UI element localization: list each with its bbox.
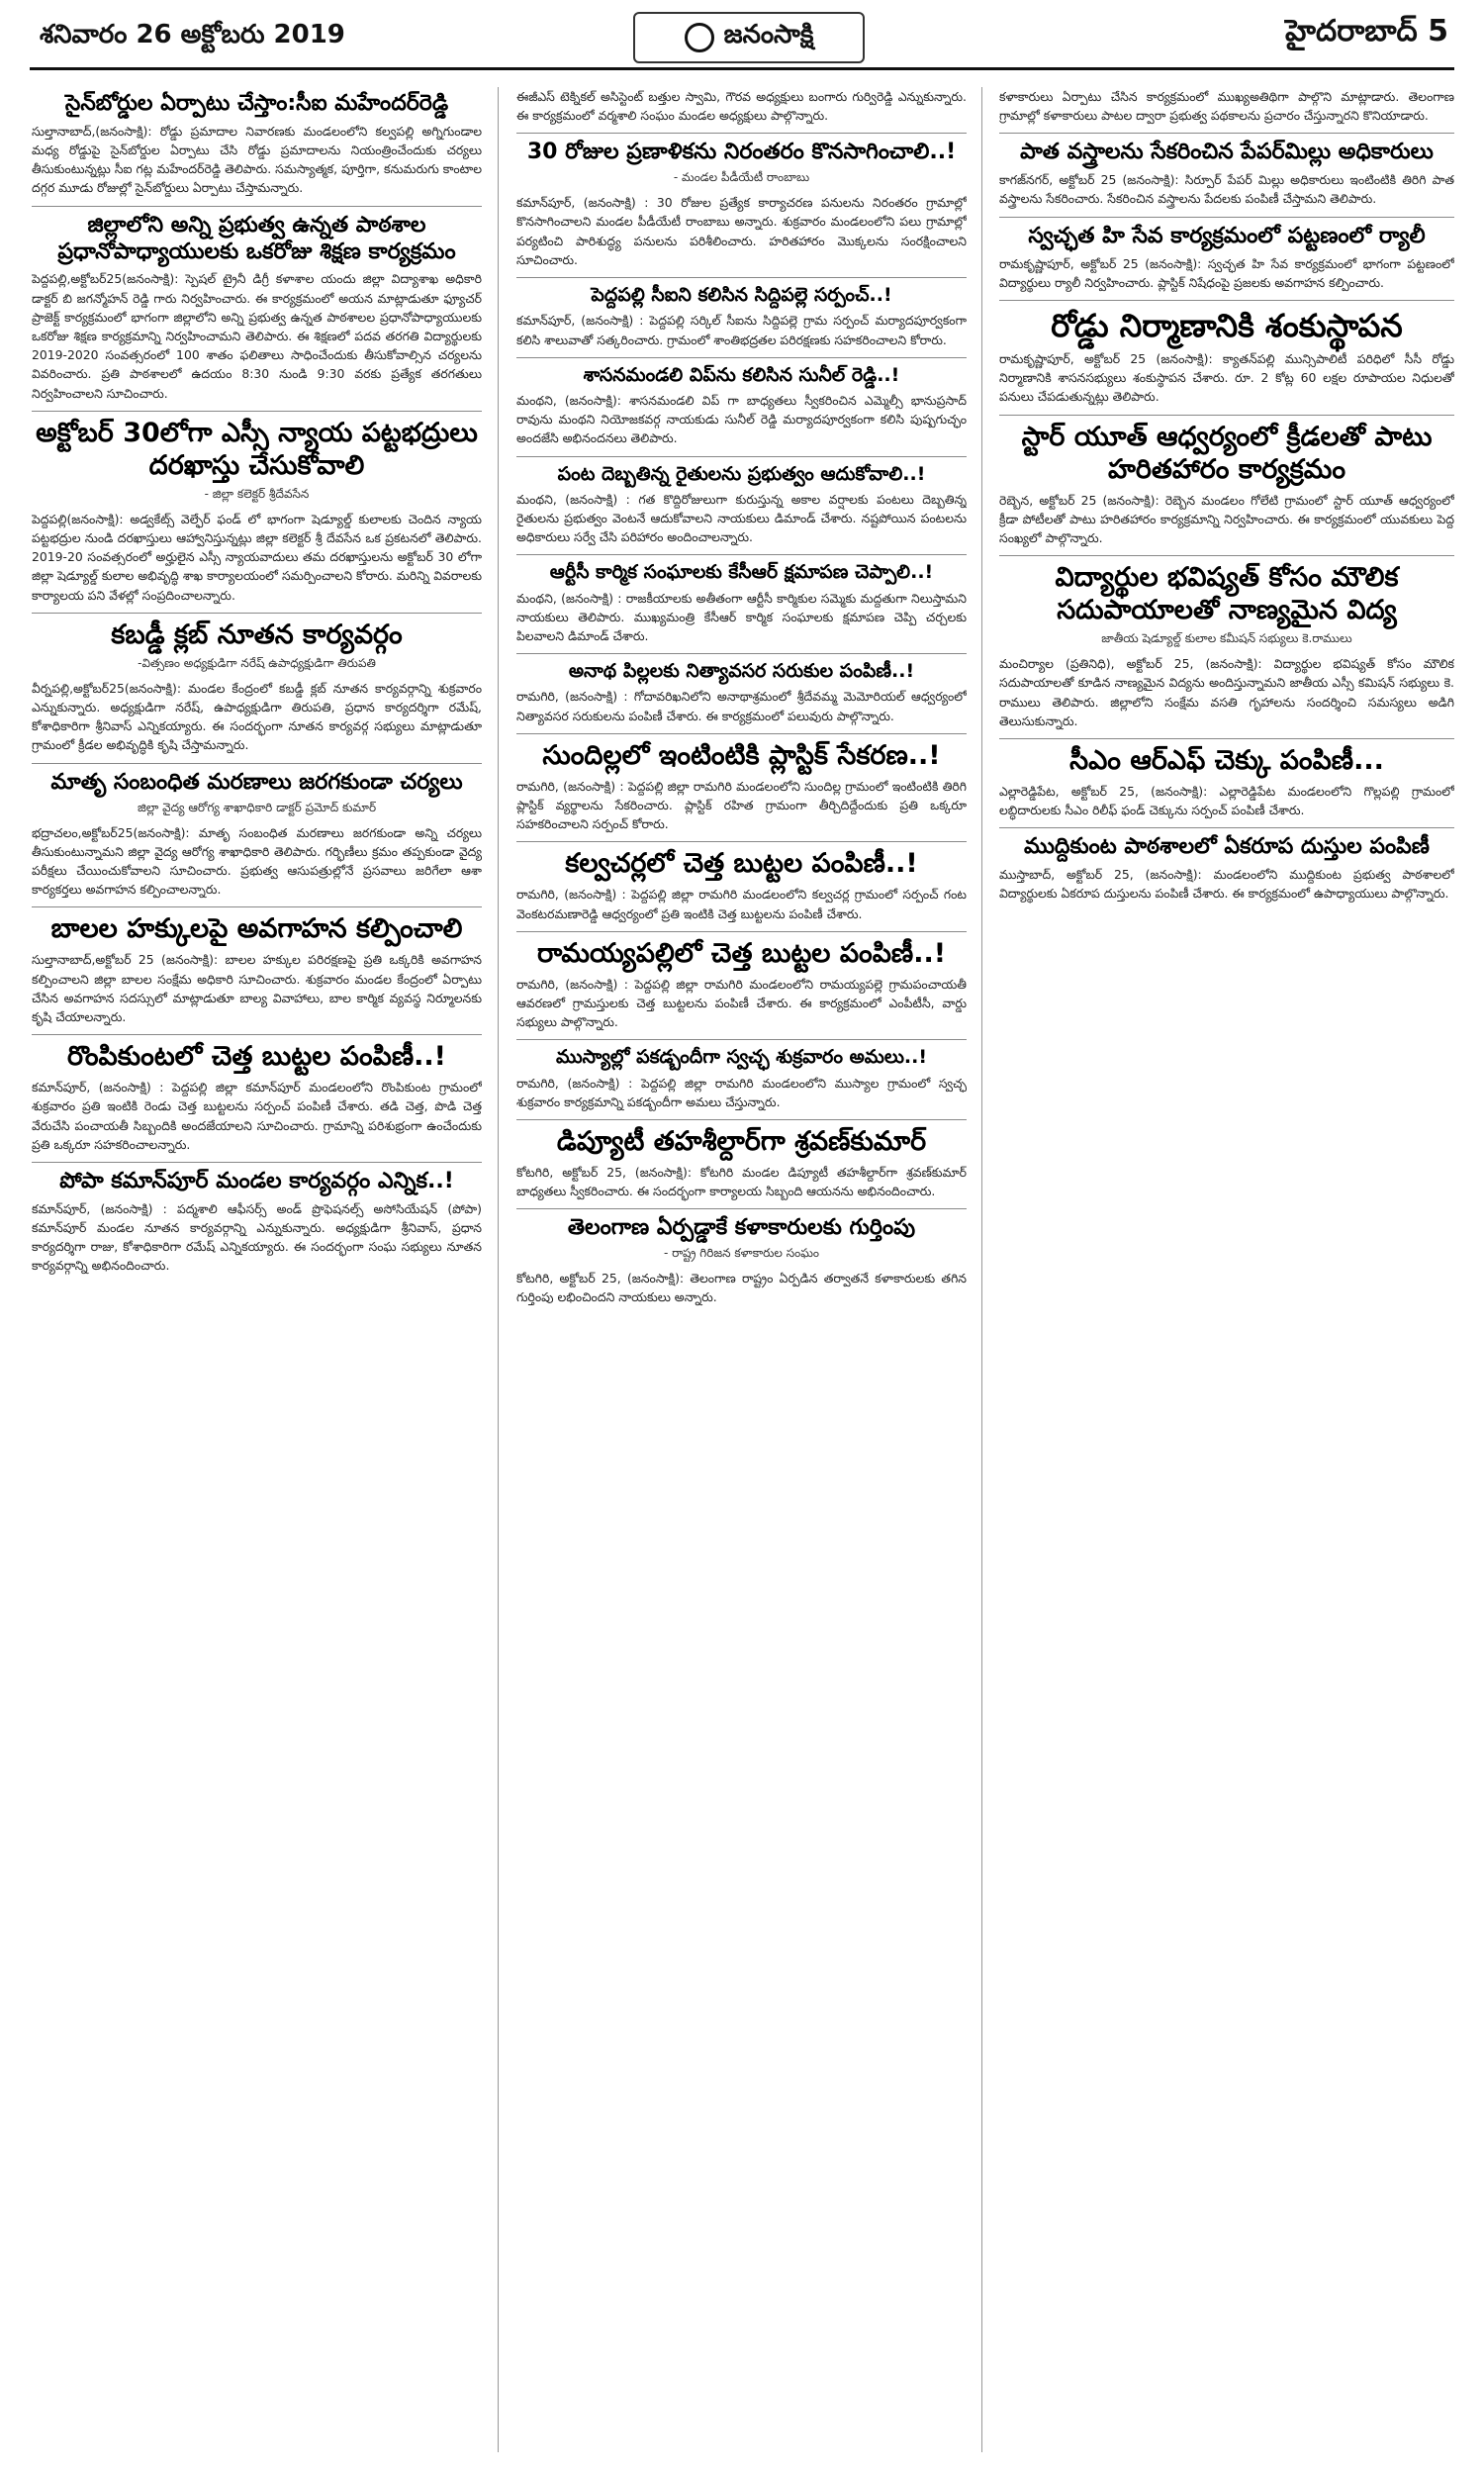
news-article: [516, 733, 967, 834]
article-headline: ముస్యాల్లో పకడ్బందీగా స్వచ్ఛ శుక్రవారం అమలు..!: [555, 1046, 928, 1069]
article-body: కోటగిరి, అక్టోబర్‌ 25, (జనంసాక్షి): తెలంగాణ రాష్ట్రం ఏర్పడిన తర్వాతనే కళాకారులకు తగిన గుర్తింపు లభించిందని నాయకులు అన్నారు.: [516, 1271, 967, 1305]
column-2: [516, 87, 967, 2452]
article-headline: కల్వచర్లలో చెత్త బుట్టల పంపిణీ..!: [565, 848, 918, 880]
news-article: [999, 133, 1454, 208]
article-separator: [516, 653, 967, 654]
article-body: రామగిరి, (జనంసాక్షి) : పెద్దపల్లి జిల్లా రామగిరి మండలంలోని కల్వచర్ల గ్రామంలో సర్పంచ్‌ గంట వెంకటరమణారెడ్డి ఆధ్వర్యంలో ప్రతి ఇంటికి చెత్త బుట్టలను పంపిణీ చేశారు.: [516, 887, 967, 921]
column-1: [32, 87, 482, 2452]
article-separator: [999, 415, 1454, 416]
article-body: కమాన్‌పూర్‌, (జనంసాక్షి) : 30 రోజుల ప్రత్యేక కార్యాచరణ పనులను నిరంతరం గ్రామాల్లో కొనసాగించాలని మండల పీడీయేటీ రాంబాబు అన్నారు. శుక్రవారం మండలంలోని పలు గ్రామాల్లో పర్యటించి పారిశుద్ధ్య పనులను పరిశీలించారు. హరితహారం మొక్కలను సంరక్షించాలని సూచించారు.: [516, 195, 967, 267]
article-body: రెబ్బెన, అక్టోబర్‌ 25 (జనంసాక్షి): రెబ్బెన మండలం గోలేటి గ్రామంలో స్టార్‌ యూత్‌ ఆధ్వర్యంలో క్రీడా పోటీలతో పాటు హరితహారం కార్యక్రమాన్ని నిర్వహించారు. ఈ కార్యక్రమంలో యువకులు పెద్ద సంఖ్యలో పాల్గొన్నారు.: [999, 492, 1454, 545]
news-article: [999, 87, 1454, 125]
news-article: [516, 87, 967, 125]
article-headline: పంట దెబ్బతిన్న రైతులను ప్రభుత్వం ఆదుకోవాలి..!: [557, 462, 926, 485]
article-body: రామకృష్ణాపూర్‌, అక్టోబర్‌ 25 (జనంసాక్షి): స్వచ్ఛత హి సేవ కార్యక్రమంలో భాగంగా పట్టణంలో విద్యార్థులు ర్యాలీ నిర్వహించారు. ప్లాస్టిక్‌ నిషేధంపై ప్రజలకు అవగాహన కల్పించారు.: [999, 255, 1454, 290]
article-headline: బాలల హక్కులపై అవగాహన కల్పించాలి: [50, 913, 463, 945]
article-headline: మాతృ సంబంధిత మరణాలు జరగకుండా చర్యలు: [50, 769, 463, 795]
article-byline: జిల్లా వైద్య ఆరోగ్య శాఖాధికారి డాక్టర్‌ ప్రమోద్‌ కుమార్‌: [137, 800, 377, 814]
article-separator: [32, 206, 482, 207]
article-separator: [32, 906, 482, 907]
article-body: రామకృష్ణాపూర్‌, అక్టోబర్‌ 25 (జనంసాక్షి): క్యాతన్‌పల్లి మున్సిపాలిటీ పరిధిలో సీసీ రోడ్డు నిర్మాణానికి శాసనసభ్యులు శంకుస్థాపన చేశారు. రూ. 2 కోట్ల 60 లక్షల రూపాయల నిధులతో పనులు చేపడుతున్నట్లు తెలిపారు.: [999, 351, 1454, 405]
article-separator: [999, 300, 1454, 301]
paper-name: జనంసాక్షి: [723, 20, 814, 49]
article-headline: ఆర్టీసీ కార్మిక సంఘాలకు కేసీఆర్‌ క్షమాపణ చెప్పాలి..!: [549, 561, 934, 584]
article-byline: -విత్సణం అధ్యక్షుడిగా నరేష్‌ ఉపాధ్యక్షుడిగా తిరుపతి: [138, 655, 376, 670]
article-separator: [32, 411, 482, 412]
article-body: కమాన్‌పూర్‌, (జనంసాక్షి) : పెద్దపల్లి సర్కిల్‌ సీఐను సిద్దిపల్లె గ్రామ సర్పంచ్‌ మర్యాదపూర్వకంగా కలిసి శాలువాతో సత్కరించారు. గ్రామంలో శాంతిభద్రతల పరిరక్షణకు సహకరించాలని కోరారు.: [516, 313, 967, 347]
news-article: [516, 133, 967, 269]
column-divider: [981, 87, 982, 2452]
news-article: [999, 555, 1454, 730]
news-article: [516, 931, 967, 1032]
article-body: కళాకారులు ఏర్పాటు చేసిన కార్యక్రమంలో ముఖ్యఅతిథిగా పాల్గొని మాట్లాడారు. తెలంగాణ గ్రామాల్లో కళాకారులు పాటల ద్వారా ప్రభుత్వ పథకాలను ప్రచారం చేస్తున్నారని కొనియాడారు.: [999, 89, 1454, 124]
article-separator: [516, 1039, 967, 1040]
article-separator: [516, 357, 967, 358]
article-body: మంచిర్యాల (ప్రతినిధి), అక్టోబర్‌ 25, (జనంసాక్షి): విద్యార్థుల భవిష్యత్‌ కోసం మౌలిక సదుపాయాలతో కూడిన నాణ్యమైన విద్యను అందిస్తున్నామని జాతీయ ఎస్సీ కమిషన్‌ సభ్యులు కె. రాములు తెలిపారు. జిల్లాలోని సంక్షేమ వసతి గృహాలను సందర్శించి సమస్యలు అడిగి తెలుసుకున్నారు.: [999, 656, 1454, 728]
article-separator: [516, 277, 967, 278]
news-article: [32, 1034, 482, 1154]
article-body: సుల్తానాబాద్‌,అక్టోబర్‌ 25 (జనంసాక్షి): బాలల హక్కుల పరిరక్షణపై ప్రతి ఒక్కరికి అవగాహన కల్పించాలని జిల్లా బాలల సంక్షేమ అధికారి సూచించారు. శుక్రవారం మండల కేంద్రంలో ఏర్పాటు చేసిన అవగాహన సదస్సులో మాట్లాడుతూ బాల్య వివాహాలు, బాల కార్మిక వ్యవస్థ నిర్మూలనకు కృషి చేయాలన్నారు.: [32, 952, 482, 1024]
edition-label: [1285, 14, 1448, 55]
article-headline: స్వచ్ఛత హి సేవ కార్యక్రమంలో పట్టణంలో ర్యాలీ: [1028, 223, 1426, 248]
article-body: రామగిరి, (జనంసాక్షి) : పెద్దపల్లి జిల్లా రామగిరి మండలంలోని సుందిల్ల గ్రామంలో ఇంటింటికి తిరిగి ప్లాస్టిక్‌ వ్యర్థాలను సేకరించారు. ప్లాస్టిక్‌ రహిత గ్రామంగా తీర్చిదిద్దేందుకు ప్రతి ఒక్కరూ సహకరించాలని సర్పంచ్‌ కోరారు.: [516, 778, 967, 832]
article-headline: రోడ్డు నిర్మాణానికి శంకుస్థాపన: [1051, 306, 1403, 344]
article-headline: 30 రోజుల ప్రణాళికను నిరంతరం కొనసాగించాలి..!: [526, 140, 957, 165]
article-headline: విద్యార్థుల భవిష్యత్‌ కోసం మౌలిక సదుపాయాలతో నాణ్యమైన విద్య: [1055, 562, 1399, 626]
news-article: [999, 827, 1454, 903]
article-separator: [516, 456, 967, 457]
article-body: వీర్నపల్లి,అక్టోబర్‌25(జనంసాక్షి): మండల కేంద్రంలో కబడ్డీ క్లబ్‌ నూతన కార్యవర్గాన్ని శుక్రవారం ఎన్నుకున్నారు. అధ్యక్షుడిగా నరేష్‌, ఉపాధ్యక్షుడిగా తిరుపతి, ప్రధాన కార్యదర్శిగా రమేష్‌, కోశాధికారిగా శ్రీనివాస్‌ ఎన్నికయ్యారు. ఈ సందర్భంగా నూతన కార్యవర్గ సభ్యులు మాట్లాడుతూ గ్రామంలో క్రీడల అభివృద్ధికి కృషి చేస్తామన్నారు.: [32, 680, 482, 753]
logo-icon: [685, 23, 714, 52]
article-headline: కబడ్డీ క్లబ్‌ నూతన కార్యవర్గం: [111, 619, 403, 650]
article-headline: సుందిల్లలో ఇంటింటికి ప్లాస్టిక్‌ సేకరణ..!: [542, 739, 941, 771]
article-headline: పెద్దపల్లి సీఐని కలిసిన సిద్దిపల్లె సర్పంచ్‌..!: [591, 284, 892, 307]
article-body: ఈజీఎస్‌ టెక్నికల్‌ అసిస్టెంట్‌ బత్తుల స్వామి, గౌరవ అధ్యక్షులు బంగారు గుర్విరెడ్డి ఎన్నుకున్నారు. ఈ కార్యక్రమంలో వర్మశాలి సంఘం మండల అధ్యక్షులు పాల్గొన్నారు.: [516, 89, 967, 124]
article-body: రామగిరి, (జనంసాక్షి) : పెద్దపల్లి జిల్లా రామగిరి మండలంలోని ముస్యాల గ్రామంలో స్వచ్ఛ శుక్రవారం కార్యక్రమాన్ని పకడ్బందీగా అమలు చేస్తున్నారు.: [516, 1075, 967, 1109]
article-body: సుల్తానాబాద్‌,(జనంసాక్షి): రోడ్డు ప్రమాదాల నివారణకు మండలంలోని కల్వపల్లి అగ్నిగుండాల మధ్య రోడ్డుపై సైన్‌బోర్డుల ఏర్పాటు చేసి రోడ్డు ప్రమాదాలను నియంత్రించేందుకు చర్యలు తీసుకుంటున్నట్లు సీఐ గట్ల మహేందర్‌రెడ్డి తెలిపారు. సమస్యాత్మక, పూర్తిగా, కనుమరుగు కాంటాల దగ్గర మూడు రోజుల్లో సైన్‌బోర్డులు ఏర్పాటు చేస్తామన్నారు.: [32, 123, 482, 196]
page-number: 5: [1428, 14, 1448, 48]
news-article: [32, 206, 482, 403]
news-article: [516, 554, 967, 645]
news-article: [516, 357, 967, 448]
article-separator: [516, 554, 967, 555]
article-headline: సైన్‌బోర్డుల ఏర్పాటు చేస్తాం:సీఐ మహేందర్‌రెడ్డి: [64, 91, 449, 116]
news-article: [32, 411, 482, 605]
article-headline: డిప్యూటీ తహశీల్దార్‌గా శ్రవణ్‌కుమార్‌: [556, 1126, 927, 1158]
article-body: రామగిరి, (జనంసాక్షి) : పెద్దపల్లి జిల్లా రామగిరి మండలంలోని రామయ్యపల్లె గ్రామపంచాయతీ ఆవరణలో గ్రామస్తులకు చెత్త బుట్టలను పంపిణీ చేశారు. ఈ కార్యక్రమంలో ఎంపీటీసీ, వార్డు సభ్యులు పాల్గొన్నారు.: [516, 976, 967, 1030]
article-byline: జాతీయ షెడ్యూల్డ్‌ కులాల కమీషన్‌ సభ్యులు కె.రాములు: [1101, 631, 1352, 646]
news-article: [516, 1208, 967, 1306]
article-separator: [999, 133, 1454, 134]
article-byline: - రాష్ట్ర గిరిజన కళాకారుల సంఘం: [664, 1246, 819, 1261]
article-separator: [516, 733, 967, 734]
article-body: మంథని, (జనంసాక్షి): శాసనమండలి విప్‌ గా బాధ్యతలు స్వీకరించిన ఎమ్మెల్సీ భానుప్రసాద్‌ రావును మంథని నియోజకవర్గ నాయకుడు సునీల్‌ రెడ్డి మర్యాదపూర్వకంగా కలిసి పుష్పగుచ్ఛం అందజేసి అభినందనలు తెలిపారు.: [516, 392, 967, 446]
news-article: [999, 217, 1454, 292]
article-body: పెద్దపల్లి,అక్టోబర్‌25(జనంసాక్షి): స్పెషల్‌ ట్రైనీ డిగ్రీ కళాశాల యందు జిల్లా విద్యాశాఖ అధికారి డాక్టర్‌ బి జగన్మోహన్‌ రెడ్డి గారు నిర్వహించారు. ఈ కార్యక్రమంలో అయన మాట్లాడుతూ ఫ్యూచర్‌ ప్రాజెక్ట్‌ కార్యక్రమంలో భాగంగా జిల్లాలోని అన్ని ప్రభుత్వ ఉన్నత పాఠశాలల ప్రధానోపాధ్యాయులకు ఒకరోజు శిక్షణ కార్యక్రమాన్ని నిర్వహించామని తెలిపారు. ఈ శిక్షణలో పదవ తరగతి విద్యార్థులకు 2019-2020 సంవత్సరంలో 100 శాతం ఫలితాలు సాధించేందుకు తీసుకోవాల్సిన చర్యలను వివరించారు. ప్రతి పాఠశాలలో ఉదయం 8:30 నుండి 9:30 వరకు ప్రత్యేక తరగతులు నిర్వహించాలని సూచించారు.: [32, 271, 482, 401]
article-separator: [999, 555, 1454, 556]
news-article: [32, 613, 482, 755]
news-article: [999, 415, 1454, 548]
news-article: [516, 653, 967, 725]
article-byline: - మండల పీడీయేటీ రాంబాబు: [673, 170, 810, 185]
news-article: [516, 277, 967, 349]
article-body: కాగజ్‌నగర్‌, అక్టోబర్‌ 25 (జనంసాక్షి): సిర్పూర్‌ పేపర్‌ మిల్లు అధికారులు ఇంటింటికి తిరిగి పాత వస్త్రాలను సేకరించారు. సేకరించిన వస్త్రాలను పేదలకు పంపిణీ చేస్తామని తెలిపారు.: [999, 172, 1454, 207]
article-separator: [32, 1034, 482, 1035]
article-body: మంథని, (జనంసాక్షి) : గత కొద్దిరోజులుగా కురుస్తున్న అకాల వర్షాలకు పంటలు దెబ్బతిన్న రైతులను ప్రభుత్వం వెంటనే ఆదుకోవాలని నాయకులు డిమాండ్‌ చేశారు. నష్టపోయిన పంటలను అధికారులు సర్వే చేసి పరిహారం అందించాలన్నారు.: [516, 491, 967, 545]
article-headline: తెలంగాణ ఏర్పడ్డాకే కళాకారులకు గుర్తింపు: [567, 1215, 916, 1241]
article-headline: స్టార్‌ యూత్‌ ఆధ్వర్యంలో క్రీడలతో పాటు హరితహారం కార్యక్రమం: [1021, 421, 1433, 485]
article-byline: - జిల్లా కలెక్టర్‌ శ్రీదేవసేన: [204, 486, 310, 501]
masthead-rule: [30, 67, 1454, 70]
column-3: [999, 87, 1454, 2452]
masthead: [0, 0, 1484, 71]
article-headline: శాసనమండలి విప్‌ను కలిసిన సునీల్‌ రెడ్డి..!: [583, 363, 900, 386]
edition-name: హైదరాబాద్: [1285, 14, 1418, 48]
article-headline: రొంపికుంటలో చెత్త బుట్టల పంపిణీ..!: [66, 1041, 446, 1073]
article-body: భద్రాచలం,అక్టోబర్‌25(జనంసాక్షి): మాతృ సంబంధిత మరణాలు జరగకుండా అన్ని చర్యలు తీసుకుంటున్నామని జిల్లా వైద్య ఆరోగ్య శాఖాధికారి తెలిపారు. గర్భిణీలు క్రమం తప్పకుండా వైద్య పరీక్షలు చేయించుకోవాలని సూచించారు. ప్రభుత్వ ఆసుపత్రుల్లోనే ప్రసవాలు జరిగేలా ఆశా కార్యకర్తలు అవగాహన కల్పించాలన్నారు.: [32, 824, 482, 898]
column-divider: [498, 87, 499, 2452]
news-article: [999, 300, 1454, 407]
article-body: కమాన్‌పూర్‌, (జనంసాక్షి) : పద్మశాలి ఆఫీసర్స్‌ అండ్‌ ప్రొఫెషనల్స్‌ అసోసియేషన్‌ (పోపా) కమాన్‌పూర్‌ మండల నూతన కార్యవర్గాన్ని ఎన్నుకున్నారు. అధ్యక్షుడిగా శ్రీనివాస్‌, ప్రధాన కార్యదర్శిగా రాజు, కోశాధికారిగా రమేష్‌ ఎన్నికయ్యారు. ఈ సందర్భంగా సంఘ సభ్యులు నూతన కార్యవర్గాన్ని అభినందించారు.: [32, 1200, 482, 1274]
news-article: [32, 763, 482, 900]
article-headline: అనాథ పిల్లలకు నిత్యావసర సరుకుల పంపిణీ..!: [568, 660, 915, 683]
article-body: పెద్దపల్లి(జనంసాక్షి): అడ్వకేట్స్‌ వెల్ఫేర్‌ ఫండ్‌ లో భాగంగా షెడ్యూల్డ్‌ కులాలకు చెందిన న్యాయ పట్టభద్రుల నుండి దరఖాస్తులు ఆహ్వానిస్తున్నట్లు జిల్లా కలెక్టర్‌ శ్రీ దేవసేన ఒక ప్రకటనలో తెలిపారు. 2019-20 సంవత్సరంలో అర్హులైన ఎస్సీ న్యాయవాదులు తమ దరఖాస్తులను అక్టోబర్‌ 30 లోగా జిల్లా షెడ్యూల్డ్‌ కులాల అభివృద్ధి శాఖ కార్యాలయంలో సమర్పించాలని కోరారు. మరిన్ని వివరాలకు కార్యాలయ పని వేళల్లో సంప్రదించాలన్నారు.: [32, 511, 482, 603]
article-separator: [32, 763, 482, 764]
article-headline: ముద్దికుంట పాఠశాలలో ఏకరూప దుస్తుల పంపిణీ: [1024, 834, 1430, 860]
article-headline: అక్టోబర్‌ 30లోగా ఎస్సీ న్యాయ పట్టభద్రులు దరఖాస్తు చేసుకోవాలి: [36, 417, 478, 481]
article-separator: [516, 841, 967, 842]
article-separator: [999, 738, 1454, 739]
article-body: మంథని, (జనంసాక్షి) : రాజకీయాలకు అతీతంగా ఆర్టీసీ కార్మికుల సమ్మెకు మద్దతుగా నిలుస్తామని నాయకులు తెలిపారు. ముఖ్యమంత్రి కేసీఆర్‌ కార్మిక సంఘాలకు క్షమాపణ చెప్పి చర్చలకు పిలవాలని డిమాండ్‌ చేశారు.: [516, 590, 967, 644]
article-separator: [516, 1208, 967, 1209]
article-body: రామగిరి, (జనంసాక్షి) : గోదావరిఖనిలోని అనాథాశ్రమంలో శ్రీదేవమ్మ మెమోరియల్‌ ఆధ్వర్యంలో నిత్యావసర సరుకులను పంపిణీ చేశారు. ఈ కార్యక్రమంలో పలువురు పాల్గొన్నారు.: [516, 689, 967, 723]
news-article: [516, 1119, 967, 1200]
article-separator: [516, 1119, 967, 1120]
article-headline: సీఎం ఆర్‌ఎఫ్‌ చెక్కు పంపిణీ...: [1069, 744, 1384, 776]
article-headline: రామయ్యపల్లిలో చెత్త బుట్టల పంపిణీ..!: [536, 937, 947, 969]
article-separator: [32, 613, 482, 614]
paper-logo: [633, 12, 865, 63]
issue-date: శనివారం 26 అక్టోబరు 2019: [40, 20, 345, 49]
news-article: [516, 1039, 967, 1111]
article-body: ముస్తాబాద్‌, అక్టోబర్‌ 25, (జనంసాక్షి): మండలంలోని ముద్దికుంట ప్రభుత్వ పాఠశాలలో విద్యార్థులకు ఏకరూప దుస్తులను పంపిణీ చేశారు. ఈ కార్యక్రమంలో ఉపాధ్యాయులు పాల్గొన్నారు.: [999, 867, 1454, 902]
article-separator: [516, 133, 967, 134]
article-headline: పాత వస్త్రాలను సేకరించిన పేపర్‌మిల్లు అధికారులు: [1020, 140, 1434, 165]
news-article: [32, 1162, 482, 1276]
news-article: [516, 456, 967, 547]
article-body: ఎల్లారెడ్డిపేట, అక్టోబర్‌ 25, (జనంసాక్షి): ఎల్లారెడ్డిపేట మండలంలోని గొల్లపల్లి గ్రామంలో లబ్ధిదారులకు సీఎం రిలీఫ్‌ ఫండ్‌ చెక్కును సర్పంచ్‌ పంపిణీ చేశారు.: [999, 783, 1454, 818]
article-headline: పోపా కమాన్‌పూర్‌ మండల కార్యవర్గం ఎన్నిక..!: [59, 1169, 454, 1193]
news-article: [516, 841, 967, 922]
news-article: [999, 738, 1454, 819]
article-body: కోటగిరి, అక్టోబర్‌ 25, (జనంసాక్షి): కోటగిరి మండల డిప్యూటీ తహశీల్దార్‌గా శ్రవణ్‌కుమార్‌ బాధ్యతలు స్వీకరించారు. ఈ సందర్భంగా కార్యాలయ సిబ్బంది ఆయనను అభినందించారు.: [516, 1164, 967, 1199]
article-headline: జిల్లాలోని అన్ని ప్రభుత్వ ఉన్నత పాఠశాల ప్రధానోపాధ్యాయులకు ఒకరోజు శిక్షణ కార్యక్రమం: [57, 212, 456, 264]
article-body: కమాన్‌పూర్‌, (జనంసాక్షి) : పెద్దపల్లి జిల్లా కమాన్‌పూర్‌ మండలంలోని రొంపికుంట గ్రామంలో శుక్రవారం ప్రతి ఇంటికి రెండు చెత్త బుట్టలను సర్పంచ్‌ పంపిణీ చేశారు. తడి చెత్త, పొడి చెత్త వేరుచేసి పంచాయతీ సిబ్బందికి అందజేయాలని సూచించారు. గ్రామాన్ని పరిశుభ్రంగా ఉంచేందుకు ప్రతి ఒక్కరూ సహకరించాలన్నారు.: [32, 1080, 482, 1152]
article-separator: [999, 217, 1454, 218]
news-article: [32, 906, 482, 1026]
article-separator: [999, 827, 1454, 828]
news-article: [32, 91, 482, 198]
article-separator: [32, 1162, 482, 1163]
article-separator: [516, 931, 967, 932]
